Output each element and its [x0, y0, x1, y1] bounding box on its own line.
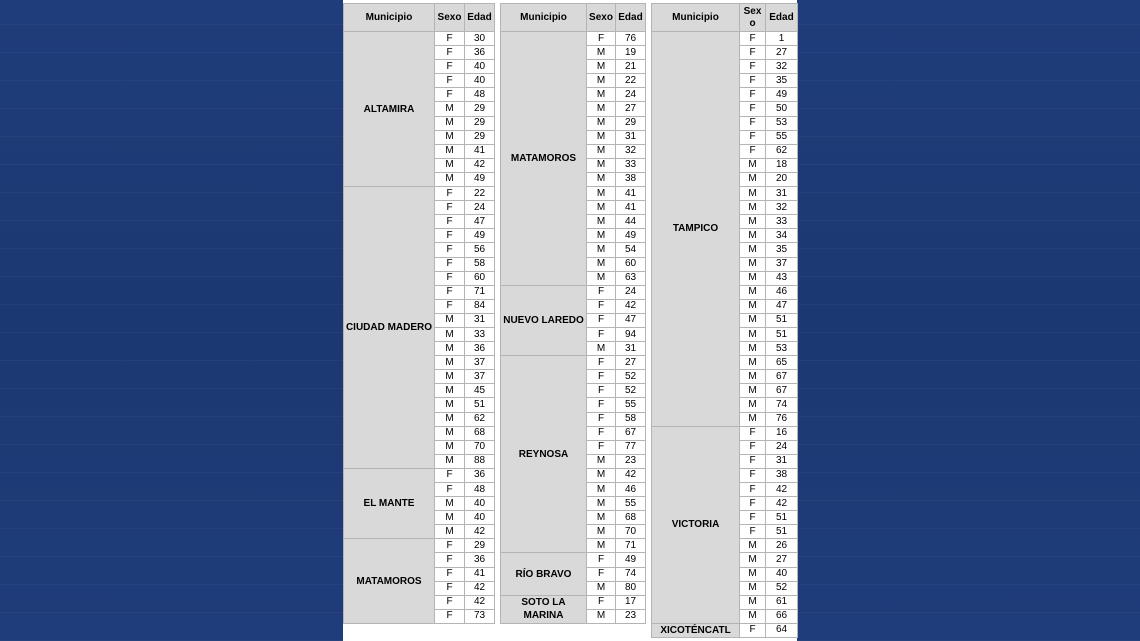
- edad-cell: 35: [766, 243, 798, 257]
- sexo-cell: M: [740, 567, 766, 581]
- sexo-cell: F: [435, 468, 465, 482]
- sexo-cell: F: [435, 243, 465, 257]
- sexo-cell: M: [435, 440, 465, 454]
- sexo-cell: F: [435, 271, 465, 285]
- data-table-3: [651, 3, 798, 638]
- sexo-cell: F: [740, 88, 766, 102]
- sexo-cell: M: [435, 356, 465, 370]
- edad-cell: 58: [616, 412, 646, 426]
- sexo-cell: M: [587, 257, 616, 271]
- header-edad: Edad: [465, 4, 495, 32]
- edad-cell: 52: [616, 370, 646, 384]
- edad-cell: 42: [465, 525, 495, 539]
- sexo-cell: M: [435, 398, 465, 412]
- sexo-cell: M: [587, 215, 616, 229]
- sexo-cell: F: [740, 440, 766, 454]
- edad-cell: 23: [616, 609, 646, 623]
- municipio-cell: NUEVO LAREDO: [501, 285, 587, 355]
- edad-cell: 68: [465, 426, 495, 440]
- sexo-cell: F: [740, 623, 766, 637]
- sexo-cell: F: [587, 440, 616, 454]
- sexo-cell: F: [435, 32, 465, 46]
- sexo-cell: M: [740, 313, 766, 327]
- edad-cell: 21: [616, 60, 646, 74]
- table-row: [501, 32, 646, 46]
- header-municipio: Municipio: [344, 4, 435, 32]
- sexo-cell: M: [740, 243, 766, 257]
- sexo-cell: M: [587, 483, 616, 497]
- sexo-cell: M: [587, 158, 616, 172]
- sexo-cell: M: [435, 130, 465, 144]
- edad-cell: 74: [616, 567, 646, 581]
- sexo-cell: M: [587, 342, 616, 356]
- municipio-cell: MATAMOROS: [501, 32, 587, 286]
- header-municipio: Municipio: [501, 4, 587, 32]
- edad-cell: 36: [465, 553, 495, 567]
- header-sexo: Sexo: [587, 4, 616, 32]
- sexo-cell: M: [587, 46, 616, 60]
- edad-cell: 73: [465, 609, 495, 623]
- sexo-cell: F: [435, 539, 465, 553]
- edad-cell: 24: [616, 285, 646, 299]
- sexo-cell: F: [740, 497, 766, 511]
- edad-cell: 36: [465, 342, 495, 356]
- edad-cell: 62: [766, 144, 798, 158]
- sexo-cell: M: [587, 525, 616, 539]
- edad-cell: 36: [465, 46, 495, 60]
- sexo-cell: F: [435, 483, 465, 497]
- sexo-cell: F: [740, 144, 766, 158]
- edad-cell: 40: [465, 74, 495, 88]
- edad-cell: 67: [616, 426, 646, 440]
- edad-cell: 32: [766, 201, 798, 215]
- edad-cell: 71: [616, 539, 646, 553]
- sexo-cell: F: [740, 130, 766, 144]
- sexo-cell: M: [435, 342, 465, 356]
- edad-cell: 47: [616, 313, 646, 327]
- edad-cell: 27: [616, 102, 646, 116]
- sexo-cell: M: [587, 116, 616, 130]
- edad-cell: 61: [766, 595, 798, 609]
- sexo-cell: F: [740, 60, 766, 74]
- edad-cell: 22: [465, 187, 495, 201]
- edad-cell: 71: [465, 285, 495, 299]
- sexo-cell: F: [740, 525, 766, 539]
- table-row: [652, 623, 798, 637]
- edad-cell: 64: [766, 623, 798, 637]
- sexo-cell: F: [587, 595, 616, 609]
- edad-cell: 31: [766, 187, 798, 201]
- blurred-background-text: [18, 28, 23, 49]
- table-row: [501, 356, 646, 370]
- edad-cell: 67: [766, 384, 798, 398]
- sexo-cell: M: [587, 144, 616, 158]
- edad-cell: 22: [616, 74, 646, 88]
- table-row: [501, 553, 646, 567]
- sexo-cell: M: [435, 172, 465, 186]
- edad-cell: 47: [465, 215, 495, 229]
- sexo-cell: M: [435, 158, 465, 172]
- sexo-cell: M: [587, 468, 616, 482]
- edad-cell: 41: [465, 144, 495, 158]
- edad-cell: 62: [465, 412, 495, 426]
- sexo-cell: M: [435, 384, 465, 398]
- edad-cell: 42: [465, 158, 495, 172]
- edad-cell: 51: [766, 511, 798, 525]
- sexo-cell: F: [740, 102, 766, 116]
- background-left: [0, 0, 343, 641]
- edad-cell: 80: [616, 581, 646, 595]
- sexo-cell: F: [435, 201, 465, 215]
- edad-cell: 46: [616, 483, 646, 497]
- sexo-cell: M: [740, 299, 766, 313]
- sexo-cell: M: [740, 342, 766, 356]
- edad-cell: 49: [465, 229, 495, 243]
- municipio-cell: EL MANTE: [344, 468, 435, 538]
- sexo-cell: M: [740, 553, 766, 567]
- sexo-cell: M: [740, 370, 766, 384]
- edad-cell: 33: [616, 158, 646, 172]
- sexo-cell: F: [435, 285, 465, 299]
- sexo-cell: M: [587, 74, 616, 88]
- edad-cell: 41: [616, 187, 646, 201]
- sexo-cell: M: [587, 201, 616, 215]
- edad-cell: 88: [465, 454, 495, 468]
- edad-cell: 40: [465, 497, 495, 511]
- sexo-cell: M: [435, 426, 465, 440]
- edad-cell: 65: [766, 356, 798, 370]
- edad-cell: 52: [766, 581, 798, 595]
- sexo-cell: M: [740, 201, 766, 215]
- edad-cell: 40: [465, 511, 495, 525]
- sexo-cell: F: [435, 46, 465, 60]
- edad-cell: 32: [616, 144, 646, 158]
- table-row: [344, 32, 495, 46]
- edad-cell: 51: [766, 525, 798, 539]
- edad-cell: 29: [465, 102, 495, 116]
- sexo-cell: M: [587, 187, 616, 201]
- edad-cell: 70: [616, 525, 646, 539]
- edad-cell: 16: [766, 426, 798, 440]
- sexo-cell: M: [740, 158, 766, 172]
- sexo-cell: M: [587, 229, 616, 243]
- sexo-cell: F: [587, 313, 616, 327]
- table-row: [344, 187, 495, 201]
- edad-cell: 31: [616, 342, 646, 356]
- sexo-cell: F: [587, 426, 616, 440]
- sexo-cell: F: [740, 46, 766, 60]
- sexo-cell: F: [587, 384, 616, 398]
- sexo-cell: M: [587, 609, 616, 623]
- edad-cell: 51: [766, 313, 798, 327]
- edad-cell: 29: [465, 539, 495, 553]
- edad-cell: 53: [766, 116, 798, 130]
- municipio-cell: CIUDAD MADERO: [344, 187, 435, 469]
- table-row: [652, 32, 798, 46]
- sexo-cell: M: [740, 609, 766, 623]
- sexo-cell: M: [587, 511, 616, 525]
- edad-cell: 49: [766, 88, 798, 102]
- edad-cell: 67: [766, 370, 798, 384]
- edad-cell: 31: [616, 130, 646, 144]
- municipio-cell: VICTORIA: [652, 426, 740, 623]
- sexo-cell: F: [587, 356, 616, 370]
- sexo-cell: M: [587, 130, 616, 144]
- municipio-cell: REYNOSA: [501, 356, 587, 553]
- sexo-cell: M: [587, 102, 616, 116]
- edad-cell: 29: [465, 130, 495, 144]
- edad-cell: 43: [766, 271, 798, 285]
- sexo-cell: M: [435, 102, 465, 116]
- edad-cell: 94: [616, 327, 646, 341]
- edad-cell: 32: [766, 60, 798, 74]
- sexo-cell: M: [740, 172, 766, 186]
- edad-cell: 29: [465, 116, 495, 130]
- edad-cell: 49: [616, 553, 646, 567]
- edad-cell: 35: [766, 74, 798, 88]
- edad-cell: 42: [616, 468, 646, 482]
- data-table-1: [343, 3, 495, 624]
- table-row: [344, 539, 495, 553]
- edad-cell: 53: [766, 342, 798, 356]
- edad-cell: 27: [766, 553, 798, 567]
- sexo-cell: F: [435, 609, 465, 623]
- sexo-cell: M: [587, 539, 616, 553]
- sexo-cell: M: [740, 384, 766, 398]
- edad-cell: 37: [465, 370, 495, 384]
- sexo-cell: M: [587, 581, 616, 595]
- sexo-cell: M: [587, 60, 616, 74]
- edad-cell: 58: [465, 257, 495, 271]
- sexo-cell: F: [435, 229, 465, 243]
- edad-cell: 34: [766, 229, 798, 243]
- sexo-cell: F: [587, 327, 616, 341]
- edad-cell: 27: [766, 46, 798, 60]
- edad-cell: 55: [616, 398, 646, 412]
- edad-cell: 50: [766, 102, 798, 116]
- edad-cell: 51: [465, 398, 495, 412]
- edad-cell: 19: [616, 46, 646, 60]
- sexo-cell: M: [435, 313, 465, 327]
- edad-cell: 63: [616, 271, 646, 285]
- sexo-cell: M: [740, 581, 766, 595]
- header-municipio: Municipio: [652, 4, 740, 32]
- sexo-cell: F: [740, 32, 766, 46]
- edad-cell: 37: [465, 356, 495, 370]
- sexo-cell: M: [435, 454, 465, 468]
- sexo-cell: M: [740, 271, 766, 285]
- edad-cell: 48: [465, 483, 495, 497]
- sexo-cell: F: [740, 74, 766, 88]
- edad-cell: 20: [766, 172, 798, 186]
- sexo-cell: M: [740, 356, 766, 370]
- sexo-cell: F: [740, 116, 766, 130]
- sexo-cell: F: [435, 553, 465, 567]
- edad-cell: 24: [616, 88, 646, 102]
- sexo-cell: F: [587, 553, 616, 567]
- sexo-cell: M: [435, 144, 465, 158]
- edad-cell: 41: [616, 201, 646, 215]
- sexo-cell: M: [740, 398, 766, 412]
- edad-cell: 74: [766, 398, 798, 412]
- municipio-cell: RÍO BRAVO: [501, 553, 587, 595]
- edad-cell: 42: [766, 483, 798, 497]
- sexo-cell: F: [740, 454, 766, 468]
- edad-cell: 60: [616, 257, 646, 271]
- edad-cell: 23: [616, 454, 646, 468]
- sexo-cell: F: [587, 398, 616, 412]
- edad-cell: 41: [465, 567, 495, 581]
- edad-cell: 76: [766, 412, 798, 426]
- sexo-cell: M: [435, 370, 465, 384]
- edad-cell: 60: [465, 271, 495, 285]
- edad-cell: 26: [766, 539, 798, 553]
- edad-cell: 46: [766, 285, 798, 299]
- sexo-cell: F: [435, 581, 465, 595]
- municipio-cell: MATAMOROS: [344, 539, 435, 624]
- sexo-cell: F: [435, 215, 465, 229]
- sexo-cell: M: [740, 595, 766, 609]
- edad-cell: 68: [616, 511, 646, 525]
- edad-cell: 40: [465, 60, 495, 74]
- sexo-cell: F: [435, 88, 465, 102]
- table-row: [652, 426, 798, 440]
- data-sheet: [343, 0, 797, 641]
- edad-cell: 37: [766, 257, 798, 271]
- edad-cell: 31: [766, 454, 798, 468]
- sexo-cell: M: [740, 187, 766, 201]
- table-row: [501, 285, 646, 299]
- table-row: [501, 595, 646, 609]
- background-right: [797, 0, 1140, 641]
- edad-cell: 40: [766, 567, 798, 581]
- sexo-cell: F: [435, 257, 465, 271]
- sexo-cell: M: [587, 271, 616, 285]
- sexo-cell: F: [435, 60, 465, 74]
- sexo-cell: M: [587, 172, 616, 186]
- sexo-cell: M: [740, 539, 766, 553]
- edad-cell: 47: [766, 299, 798, 313]
- edad-cell: 55: [616, 497, 646, 511]
- sexo-cell: M: [740, 229, 766, 243]
- header-sexo: Sexo: [435, 4, 465, 32]
- municipio-cell: XICOTÉNCATL: [652, 623, 740, 637]
- sexo-cell: F: [740, 483, 766, 497]
- sexo-cell: F: [587, 285, 616, 299]
- edad-cell: 24: [465, 201, 495, 215]
- sexo-cell: M: [587, 88, 616, 102]
- sexo-cell: F: [587, 370, 616, 384]
- edad-cell: 38: [616, 172, 646, 186]
- sexo-cell: M: [740, 285, 766, 299]
- sexo-cell: F: [740, 426, 766, 440]
- sexo-cell: F: [435, 74, 465, 88]
- sexo-cell: M: [435, 497, 465, 511]
- sexo-cell: F: [740, 511, 766, 525]
- edad-cell: 52: [616, 384, 646, 398]
- data-table-2: [500, 3, 646, 624]
- edad-cell: 42: [766, 497, 798, 511]
- sexo-cell: F: [587, 32, 616, 46]
- municipio-cell: SOTO LA MARINA: [501, 595, 587, 623]
- edad-cell: 56: [465, 243, 495, 257]
- edad-cell: 33: [465, 327, 495, 341]
- edad-cell: 77: [616, 440, 646, 454]
- sexo-cell: M: [740, 257, 766, 271]
- edad-cell: 70: [465, 440, 495, 454]
- edad-cell: 24: [766, 440, 798, 454]
- edad-cell: 45: [465, 384, 495, 398]
- sexo-cell: F: [587, 412, 616, 426]
- edad-cell: 84: [465, 299, 495, 313]
- municipio-cell: ALTAMIRA: [344, 32, 435, 187]
- edad-cell: 1: [766, 32, 798, 46]
- sexo-cell: F: [435, 299, 465, 313]
- edad-cell: 38: [766, 468, 798, 482]
- edad-cell: 76: [616, 32, 646, 46]
- edad-cell: 42: [465, 581, 495, 595]
- edad-cell: 48: [465, 88, 495, 102]
- edad-cell: 49: [616, 229, 646, 243]
- edad-cell: 18: [766, 158, 798, 172]
- sexo-cell: F: [587, 299, 616, 313]
- header-edad: Edad: [766, 4, 798, 32]
- sexo-cell: M: [740, 215, 766, 229]
- sexo-cell: M: [587, 497, 616, 511]
- edad-cell: 33: [766, 215, 798, 229]
- edad-cell: 49: [465, 172, 495, 186]
- sexo-cell: M: [435, 511, 465, 525]
- edad-cell: 66: [766, 609, 798, 623]
- sexo-cell: F: [587, 567, 616, 581]
- sexo-cell: M: [435, 116, 465, 130]
- edad-cell: 17: [616, 595, 646, 609]
- edad-cell: 29: [616, 116, 646, 130]
- sexo-cell: M: [435, 412, 465, 426]
- edad-cell: 54: [616, 243, 646, 257]
- edad-cell: 36: [465, 468, 495, 482]
- sexo-cell: M: [740, 327, 766, 341]
- edad-cell: 30: [465, 32, 495, 46]
- sexo-cell: F: [435, 595, 465, 609]
- table-row: [344, 468, 495, 482]
- edad-cell: 51: [766, 327, 798, 341]
- sexo-cell: M: [587, 243, 616, 257]
- edad-cell: 55: [766, 130, 798, 144]
- sexo-cell: M: [587, 454, 616, 468]
- sexo-cell: M: [435, 525, 465, 539]
- edad-cell: 31: [465, 313, 495, 327]
- sexo-cell: F: [435, 567, 465, 581]
- edad-cell: 27: [616, 356, 646, 370]
- header-sexo: Sex o: [740, 4, 766, 32]
- header-edad: Edad: [616, 4, 646, 32]
- sexo-cell: F: [435, 187, 465, 201]
- edad-cell: 44: [616, 215, 646, 229]
- sexo-cell: M: [740, 412, 766, 426]
- municipio-cell: TAMPICO: [652, 32, 740, 427]
- edad-cell: 42: [465, 595, 495, 609]
- edad-cell: 42: [616, 299, 646, 313]
- sexo-cell: M: [435, 327, 465, 341]
- sexo-cell: F: [740, 468, 766, 482]
